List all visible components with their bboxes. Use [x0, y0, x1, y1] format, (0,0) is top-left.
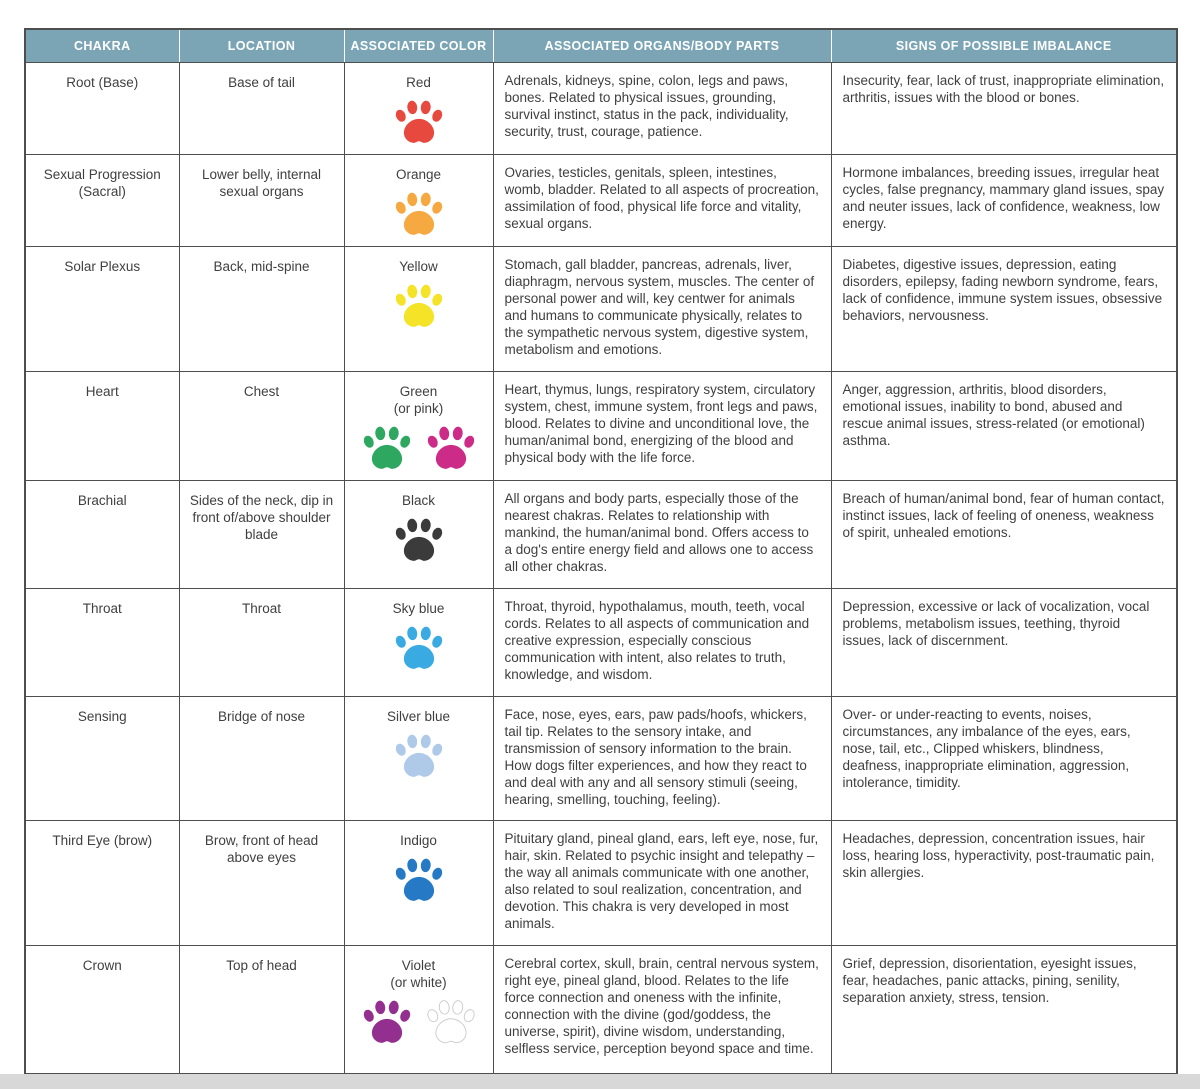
organs-cell: Stomach, gall bladder, pancreas, adrenals, liver, diaphragm, nervous system, muscles. The center of personal power and will, key centwer for animals and humans to communicate physically, relates to the sympathetic nervous system, digestive system, metabolism and emotions.	[493, 247, 831, 372]
white-paw-icon	[425, 1000, 477, 1046]
color-alt-name: (or white)	[390, 975, 447, 990]
location-cell: Chest	[179, 372, 344, 481]
location-cell: Bridge of nose	[179, 697, 344, 821]
header-associated-color: ASSOCIATED COLOR	[344, 29, 493, 63]
header-row	[25, 29, 1177, 63]
header-chakra: CHAKRA	[25, 29, 179, 63]
table-row-sacral	[25, 155, 1177, 247]
table-row-crown	[25, 946, 1177, 1074]
location-cell: Sides of the neck, dip in front of/above shoulder blade	[179, 481, 344, 589]
color-name: Sky blue	[392, 601, 445, 616]
color-name: Black	[401, 493, 435, 508]
color-cell	[344, 589, 493, 697]
signs-cell: Grief, depression, disorientation, eyesight issues, fear, headaches, panic attacks, pining, senility, separation anxiety, stress, tension.	[831, 946, 1177, 1074]
organs-cell: Heart, thymus, lungs, respiratory system, circulatory system, chest, immune system, front legs and paws, blood. Relates to divine and unconditional love, the human/animal bond, energizing of the blood and physical body with the life force.	[493, 372, 831, 481]
chakra-cell: Third Eye (brow)	[25, 821, 179, 946]
page-bottom-strip	[0, 1074, 1200, 1089]
signs-cell: Anger, aggression, arthritis, blood disorders, emotional issues, inability to bond, abused and rescue animal issues, stress-related (or emotional) asthma.	[831, 372, 1177, 481]
violet-paw-icon	[361, 1000, 413, 1046]
chakra-cell: Sexual Progression (Sacral)	[25, 155, 179, 247]
organs-cell: Cerebral cortex, skull, brain, central nervous system, right eye, pineal gland, blood. Relates to the life force connection and oneness with the infinite, connection with the divine (god/goddess, the universe, spirit), divine wisdom, understanding, selfless service, perception beyond space and time.	[493, 946, 831, 1074]
paw-row	[353, 734, 485, 780]
red-paw-icon	[393, 100, 445, 146]
sky-blue-paw-icon	[393, 626, 445, 672]
header-location: LOCATION	[179, 29, 344, 63]
paw-row	[353, 100, 485, 146]
green-paw-icon	[361, 426, 413, 472]
organs-cell: All organs and body parts, especially those of the nearest chakras. Relates to relationship with mankind, the human/animal bond. Offers access to a dog's entire energy field and allows one to access all other chakras.	[493, 481, 831, 589]
location-cell: Brow, front of head above eyes	[179, 821, 344, 946]
signs-cell: Headaches, depression, concentration issues, hair loss, hearing loss, hyperactivity, post-traumatic pain, skin allergies.	[831, 821, 1177, 946]
table-row-heart	[25, 372, 1177, 481]
black-paw-icon	[393, 518, 445, 564]
organs-cell: Face, nose, eyes, ears, paw pads/hoofs, whickers, tail tip. Relates to the sensory intake, and transmission of sensory information to the brain. How dogs filter experiences, and how they react to and deal with any and all sensory stimuli (seeing, hearing, smelling, touching, feeling).	[493, 697, 831, 821]
chakra-cell: Crown	[25, 946, 179, 1074]
chakra-cell: Sensing	[25, 697, 179, 821]
signs-cell: Diabetes, digestive issues, depression, eating disorders, epilepsy, fading newborn syndrome, fears, lack of confidence, immune system issues, obsessive behaviors, nervousness.	[831, 247, 1177, 372]
organs-cell: Adrenals, kidneys, spine, colon, legs and paws, bones. Related to physical issues, grounding, survival instinct, status in the pack, individuality, security, trust, courage, patience.	[493, 63, 831, 155]
organs-cell: Throat, thyroid, hypothalamus, mouth, teeth, vocal cords. Relates to all aspects of communication and creative expression, especially conscious communication with intent, also relates to truth, knowledge, and wisdom.	[493, 589, 831, 697]
dog-chakra-table	[24, 28, 1178, 1075]
location-cell: Base of tail	[179, 63, 344, 155]
paw-row	[353, 626, 485, 672]
color-name: Orange	[395, 167, 442, 182]
header-organs: ASSOCIATED ORGANS/BODY PARTS	[493, 29, 831, 63]
signs-cell: Hormone imbalances, breeding issues, irregular heat cycles, false pregnancy, mammary gland issues, spay and neuter issues, lack of confidence, weakness, low energy.	[831, 155, 1177, 247]
header-signs: SIGNS OF POSSIBLE IMBALANCE	[831, 29, 1177, 63]
location-cell: Lower belly, internal sexual organs	[179, 155, 344, 247]
color-name: Red	[406, 75, 431, 90]
organs-cell: Ovaries, testicles, genitals, spleen, intestines, womb, bladder. Related to all aspects of procreation, assimilation of food, physical life force and vitality, sexual organs.	[493, 155, 831, 247]
color-cell	[344, 946, 493, 1074]
chakra-cell: Root (Base)	[25, 63, 179, 155]
paw-row	[353, 1000, 485, 1046]
paw-row	[353, 284, 485, 330]
color-cell	[344, 247, 493, 372]
table-row-solar-plexus	[25, 247, 1177, 372]
signs-cell: Over- or under-reacting to events, noises, circumstances, any imbalance of the eyes, ears, nose, tail, etc., Clipped whiskers, blindness, deafness, inappropriate elimination, aggression, intolerance, timidity.	[831, 697, 1177, 821]
paw-row	[353, 426, 485, 472]
chakra-cell: Heart	[25, 372, 179, 481]
silver-blue-paw-icon	[393, 734, 445, 780]
color-cell	[344, 821, 493, 946]
color-name: Violet	[401, 958, 436, 973]
organs-cell: Pituitary gland, pineal gland, ears, left eye, nose, fur, hair, skin. Related to psychic insight and telepathy – the way all animals communicate with one another, also related to soul realization, concentration, and devotion. This chakra is very developed in most animals.	[493, 821, 831, 946]
location-cell: Top of head	[179, 946, 344, 1074]
color-name: Yellow	[399, 259, 438, 274]
yellow-paw-icon	[393, 284, 445, 330]
color-cell	[344, 697, 493, 821]
table-row-root	[25, 63, 1177, 155]
color-name: Silver blue	[386, 709, 451, 724]
table-row-sensing	[25, 697, 1177, 821]
location-cell: Throat	[179, 589, 344, 697]
paw-row	[353, 192, 485, 238]
orange-paw-icon	[393, 192, 445, 238]
paw-row	[353, 518, 485, 564]
chakra-cell: Solar Plexus	[25, 247, 179, 372]
chakra-cell: Brachial	[25, 481, 179, 589]
color-name: Green	[399, 384, 438, 399]
signs-cell: Insecurity, fear, lack of trust, inappropriate elimination, arthritis, issues with the blood or bones.	[831, 63, 1177, 155]
paw-row	[353, 858, 485, 904]
table-row-throat	[25, 589, 1177, 697]
table-row-third-eye	[25, 821, 1177, 946]
color-cell	[344, 155, 493, 247]
indigo-paw-icon	[393, 858, 445, 904]
chakra-cell: Throat	[25, 589, 179, 697]
signs-cell: Breach of human/animal bond, fear of human contact, instinct issues, lack of feeling of oneness, weakness of spirit, unhealed emotions.	[831, 481, 1177, 589]
color-name: Indigo	[400, 833, 437, 848]
location-cell: Back, mid-spine	[179, 247, 344, 372]
signs-cell: Depression, excessive or lack of vocalization, vocal problems, metabolism issues, teething, thyroid issues, lack of discernment.	[831, 589, 1177, 697]
color-cell	[344, 481, 493, 589]
table-row-brachial	[25, 481, 1177, 589]
color-cell	[344, 372, 493, 481]
pink-paw-icon	[425, 426, 477, 472]
color-cell	[344, 63, 493, 155]
color-alt-name: (or pink)	[393, 401, 444, 416]
